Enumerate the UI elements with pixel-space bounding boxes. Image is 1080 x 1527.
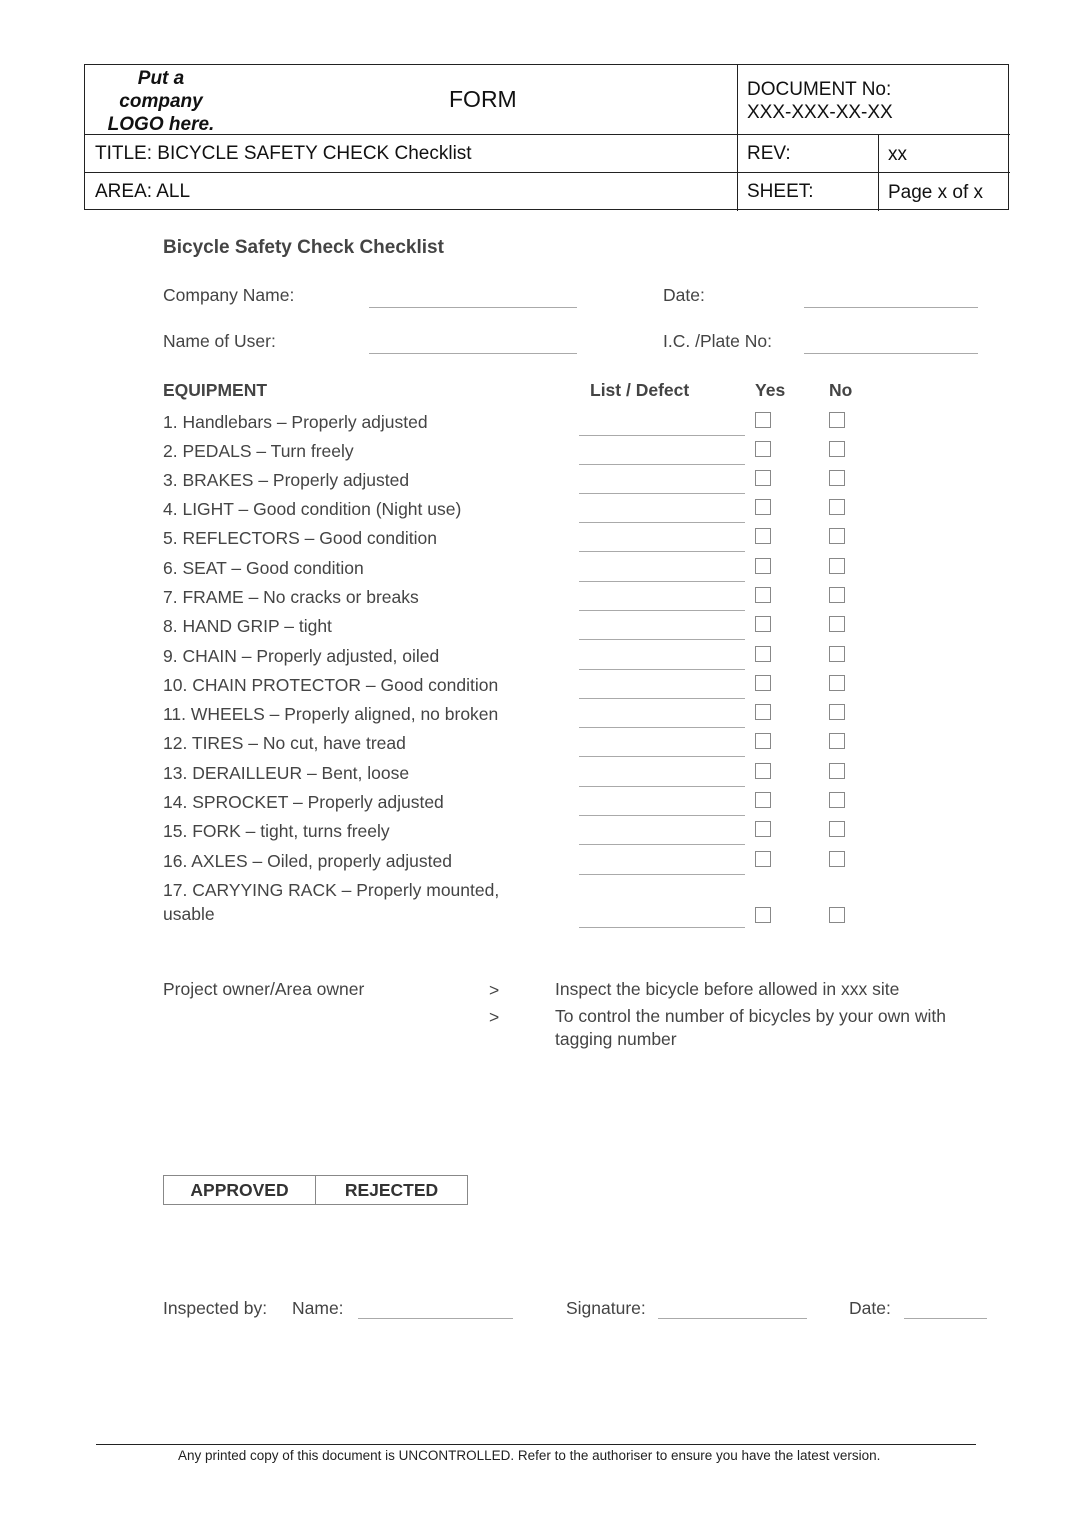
- document-number-label: DOCUMENT No:: [747, 79, 892, 100]
- checklist-item-label: 5. REFLECTORS – Good condition: [163, 528, 437, 548]
- no-checkbox[interactable]: [829, 499, 845, 515]
- approval-box: [163, 1175, 468, 1205]
- defect-field[interactable]: [579, 522, 745, 523]
- defect-field[interactable]: [579, 610, 745, 611]
- checklist-item-label: 6. SEAT – Good condition: [163, 558, 364, 578]
- form-label: FORM: [449, 86, 517, 112]
- no-checkbox[interactable]: [829, 616, 845, 632]
- inspection-date-field[interactable]: [904, 1318, 987, 1319]
- defect-field[interactable]: [579, 698, 745, 699]
- company-name-label: Company Name:: [163, 285, 295, 305]
- yes-column-header: Yes: [755, 380, 786, 400]
- defect-field[interactable]: [579, 927, 745, 928]
- no-checkbox[interactable]: [829, 441, 845, 457]
- yes-checkbox[interactable]: [755, 704, 771, 720]
- footer-divider: [96, 1444, 976, 1445]
- no-checkbox[interactable]: [829, 470, 845, 486]
- signature-field[interactable]: [658, 1318, 807, 1319]
- yes-checkbox[interactable]: [755, 558, 771, 574]
- logo-line: LOGO here.: [107, 114, 215, 135]
- checklist-item-label: 13. DERAILLEUR – Bent, loose: [163, 763, 410, 783]
- yes-checkbox[interactable]: [755, 441, 771, 457]
- company-name-field[interactable]: [369, 307, 577, 308]
- form-heading: Bicycle Safety Check Checklist: [163, 237, 444, 258]
- checklist-item-label: 14. SPROCKET – Properly adjusted: [163, 792, 444, 812]
- logo-line: company: [119, 91, 203, 112]
- checklist-item-label: 1. Handlebars – Properly adjusted: [163, 412, 428, 432]
- yes-checkbox[interactable]: [755, 851, 771, 867]
- yes-checkbox[interactable]: [755, 821, 771, 837]
- checklist-item-label: 16. AXLES – Oiled, properly adjusted: [163, 851, 452, 871]
- inspection-date-label: Date:: [849, 1298, 891, 1318]
- checklist-item-label: 10. CHAIN PROTECTOR – Good condition: [163, 675, 499, 695]
- rev-value: xx: [888, 144, 907, 165]
- plate-number-field[interactable]: [804, 353, 978, 354]
- no-checkbox[interactable]: [829, 704, 845, 720]
- yes-checkbox[interactable]: [755, 528, 771, 544]
- checklist-item-label: 2. PEDALS – Turn freely: [163, 441, 354, 461]
- user-name-field[interactable]: [369, 353, 577, 354]
- area-label: AREA: ALL: [95, 181, 191, 202]
- yes-checkbox[interactable]: [755, 412, 771, 428]
- defect-field[interactable]: [579, 669, 745, 670]
- note-text-continued: tagging number: [555, 1029, 677, 1049]
- approved-option[interactable]: APPROVED: [190, 1180, 289, 1200]
- sheet-value: Page x of x: [888, 182, 984, 203]
- signature-label: Signature:: [566, 1298, 646, 1318]
- equipment-column-header: EQUIPMENT: [163, 380, 268, 400]
- defect-field[interactable]: [579, 786, 745, 787]
- no-checkbox[interactable]: [829, 792, 845, 808]
- yes-checkbox[interactable]: [755, 763, 771, 779]
- defect-field[interactable]: [579, 727, 745, 728]
- header-divider: [878, 135, 879, 211]
- no-checkbox[interactable]: [829, 412, 845, 428]
- defect-field[interactable]: [579, 756, 745, 757]
- document-title: TITLE: BICYCLE SAFETY CHECK Checklist: [95, 143, 472, 164]
- yes-checkbox[interactable]: [755, 499, 771, 515]
- date-label: Date:: [663, 285, 705, 305]
- yes-checkbox[interactable]: [755, 675, 771, 691]
- defect-field[interactable]: [579, 493, 745, 494]
- defect-field[interactable]: [579, 581, 745, 582]
- defect-field[interactable]: [579, 844, 745, 845]
- user-name-label: Name of User:: [163, 331, 276, 351]
- no-checkbox[interactable]: [829, 821, 845, 837]
- bullet-marker: >: [489, 1007, 500, 1027]
- checklist-item-label: 3. BRAKES – Properly adjusted: [163, 470, 410, 490]
- checklist-item-label: 8. HAND GRIP – tight: [163, 616, 332, 636]
- checklist-item-label: 9. CHAIN – Properly adjusted, oiled: [163, 646, 440, 666]
- defect-field[interactable]: [579, 815, 745, 816]
- checklist-item-label: 15. FORK – tight, turns freely: [163, 821, 390, 841]
- header-divider: [85, 172, 1010, 173]
- header-divider: [737, 65, 738, 211]
- checklist-item-label: 11. WHEELS – Properly aligned, no broken: [163, 704, 499, 724]
- rejected-option[interactable]: REJECTED: [315, 1176, 467, 1204]
- no-checkbox[interactable]: [829, 851, 845, 867]
- checklist-item-label: 7. FRAME – No cracks or breaks: [163, 587, 419, 607]
- rev-label: REV:: [747, 143, 791, 164]
- bullet-marker: >: [489, 980, 500, 1000]
- document-number-value: XXX-XXX-XX-XX: [747, 102, 893, 123]
- checklist-item-label-continued: usable: [163, 904, 215, 924]
- yes-checkbox[interactable]: [755, 470, 771, 486]
- document-number: [747, 78, 893, 124]
- inspector-name-field[interactable]: [358, 1318, 513, 1319]
- no-checkbox[interactable]: [829, 675, 845, 691]
- yes-checkbox[interactable]: [755, 587, 771, 603]
- defect-field[interactable]: [579, 874, 745, 875]
- note-text: To control the number of bicycles by your own with: [555, 1006, 947, 1026]
- sheet-label: SHEET:: [747, 181, 814, 202]
- inspected-by-label: Inspected by:: [163, 1298, 268, 1318]
- logo-line: Put a: [137, 68, 185, 89]
- defect-field[interactable]: [579, 464, 745, 465]
- yes-checkbox[interactable]: [755, 733, 771, 749]
- no-checkbox[interactable]: [829, 558, 845, 574]
- defect-field[interactable]: [579, 639, 745, 640]
- no-column-header: No: [829, 380, 853, 400]
- no-checkbox[interactable]: [829, 587, 845, 603]
- company-logo-placeholder: [85, 67, 237, 136]
- no-checkbox[interactable]: [829, 733, 845, 749]
- no-checkbox[interactable]: [829, 763, 845, 779]
- inspector-name-label: Name:: [292, 1298, 344, 1318]
- checklist-item-label: 17. CARYYING RACK – Properly mounted,: [163, 880, 500, 900]
- checklist-item-label: 4. LIGHT – Good condition (Night use): [163, 499, 462, 519]
- date-field[interactable]: [804, 307, 978, 308]
- yes-checkbox[interactable]: [755, 907, 771, 923]
- plate-number-label: I.C. /Plate No:: [663, 331, 772, 351]
- document-header-table: [84, 64, 1009, 210]
- defect-column-header: List / Defect: [590, 380, 690, 400]
- no-checkbox[interactable]: [829, 907, 845, 923]
- defect-field[interactable]: [579, 551, 745, 552]
- yes-checkbox[interactable]: [755, 792, 771, 808]
- note-text: Inspect the bicycle before allowed in xxx site: [555, 979, 900, 999]
- owner-label: Project owner/Area owner: [163, 979, 365, 999]
- no-checkbox[interactable]: [829, 528, 845, 544]
- yes-checkbox[interactable]: [755, 646, 771, 662]
- no-checkbox[interactable]: [829, 646, 845, 662]
- defect-field[interactable]: [579, 435, 745, 436]
- checklist-item-label: 12. TIRES – No cut, have tread: [163, 733, 406, 753]
- footer-disclaimer: Any printed copy of this document is UNCONTROLLED. Refer to the authoriser to ensure you have the latest version.: [178, 1448, 881, 1463]
- yes-checkbox[interactable]: [755, 616, 771, 632]
